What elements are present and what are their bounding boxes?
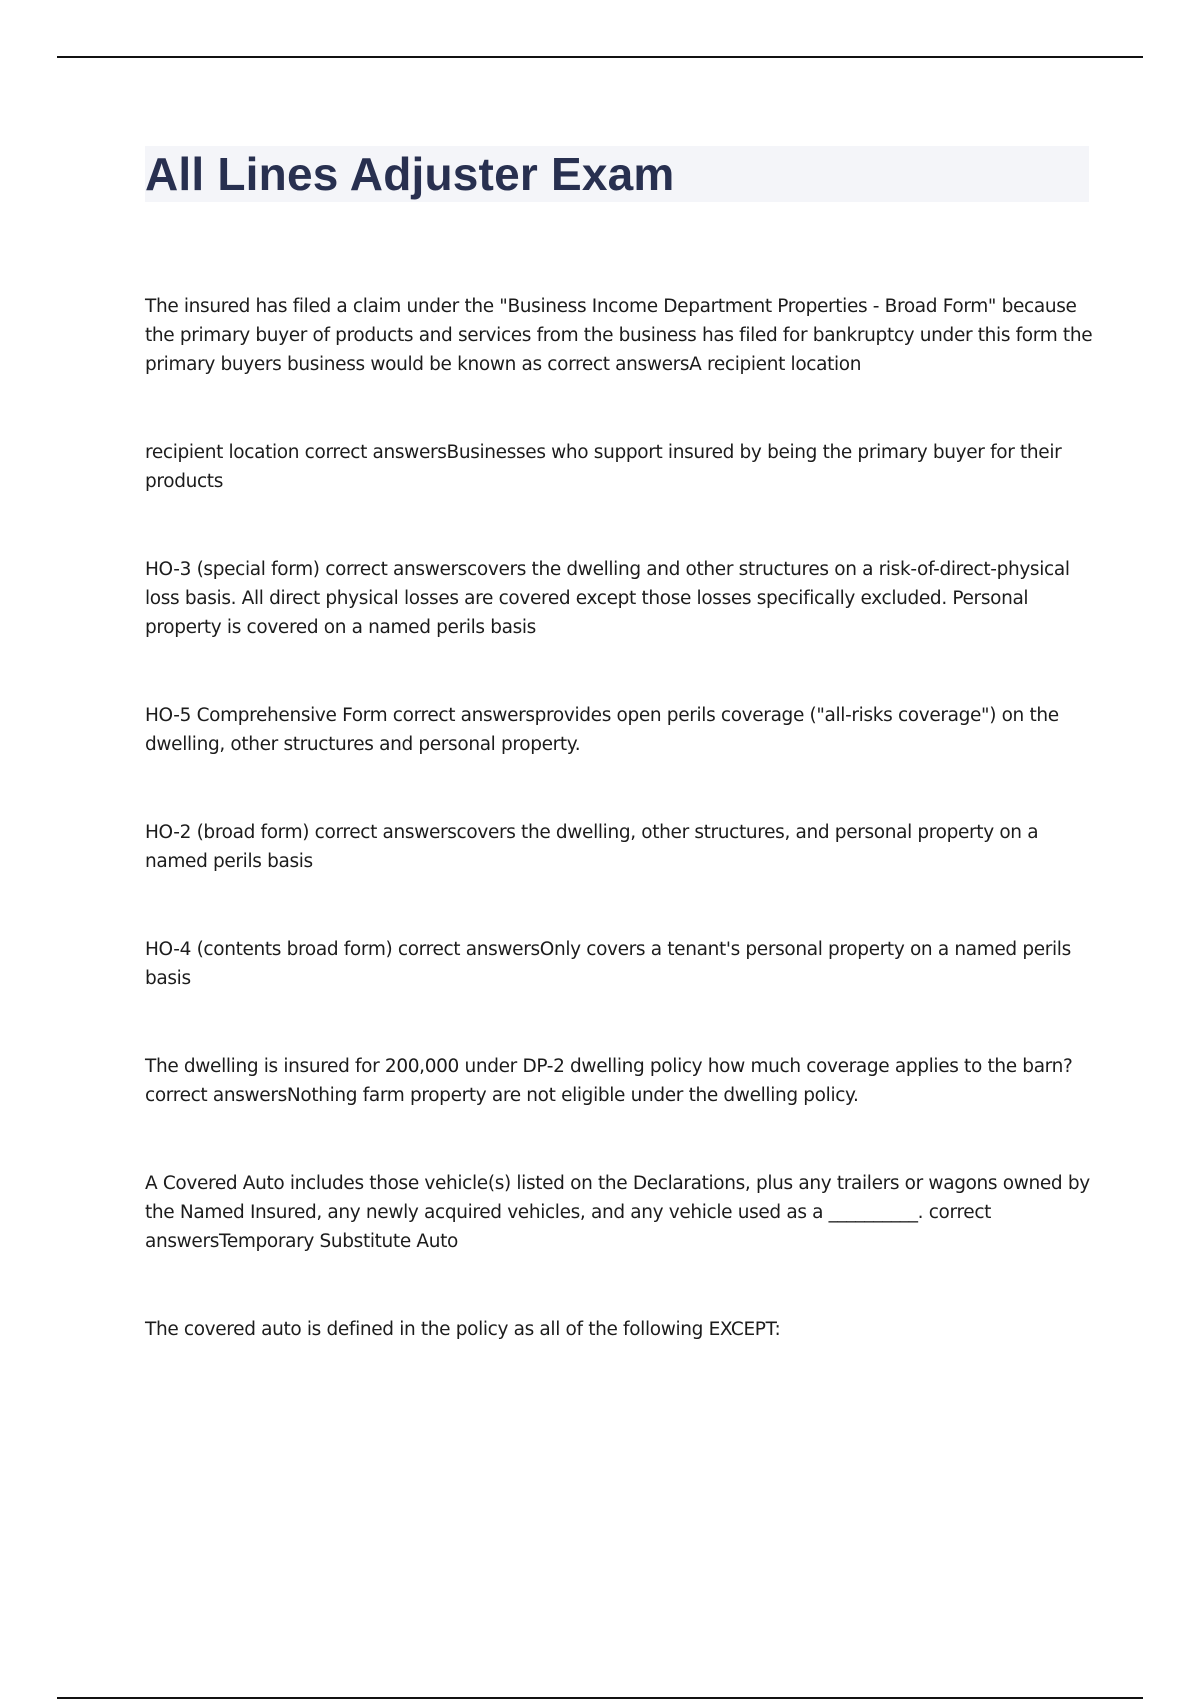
qa-item: HO-5 Comprehensive Form correct answersprovides open perils coverage ("all-risks coverage") on the dwelling, other structures and personal property. (145, 705, 1059, 755)
qa-item: HO-2 (broad form) correct answerscovers the dwelling, other structures, and personal property on a named perils basis (145, 822, 1039, 872)
qa-item: recipient location correct answersBusinesses who support insured by being the primary buyer for their products (145, 442, 1062, 492)
page-title: All Lines Adjuster Exam (145, 148, 675, 200)
qa-item: The insured has filed a claim under the "Business Income Department Properties - Broad Form" because the primary buyer of products and services from the business has filed for bankruptcy under this form the primary buyers business would be known as correct answersA recipient location (145, 296, 1093, 375)
qa-item: The dwelling is insured for 200,000 under DP-2 dwelling policy how much coverage applies to the barn? correct answersNothing farm property are not eligible under the dwelling policy. (145, 1056, 1073, 1106)
qa-item: HO-4 (contents broad form) correct answersOnly covers a tenant's personal property on a named perils basis (145, 939, 1071, 989)
qa-item: A Covered Auto includes those vehicle(s) listed on the Declarations, plus any trailers or wagons owned by the Named Insured, any newly acquired vehicles, and any vehicle used as a __________. correct answersTemporary Substitute Auto (145, 1173, 1090, 1252)
qa-list (145, 292, 1095, 1403)
qa-item: The covered auto is defined in the policy as all of the following EXCEPT: (145, 1319, 781, 1340)
qa-item: HO-3 (special form) correct answerscovers the dwelling and other structures on a risk-of-direct-physical loss basis. All direct physical losses are covered except those losses specifically excluded. Personal property is covered on a named perils basis (145, 559, 1070, 638)
top-rule (57, 56, 1143, 58)
bottom-rule (57, 1697, 1143, 1699)
